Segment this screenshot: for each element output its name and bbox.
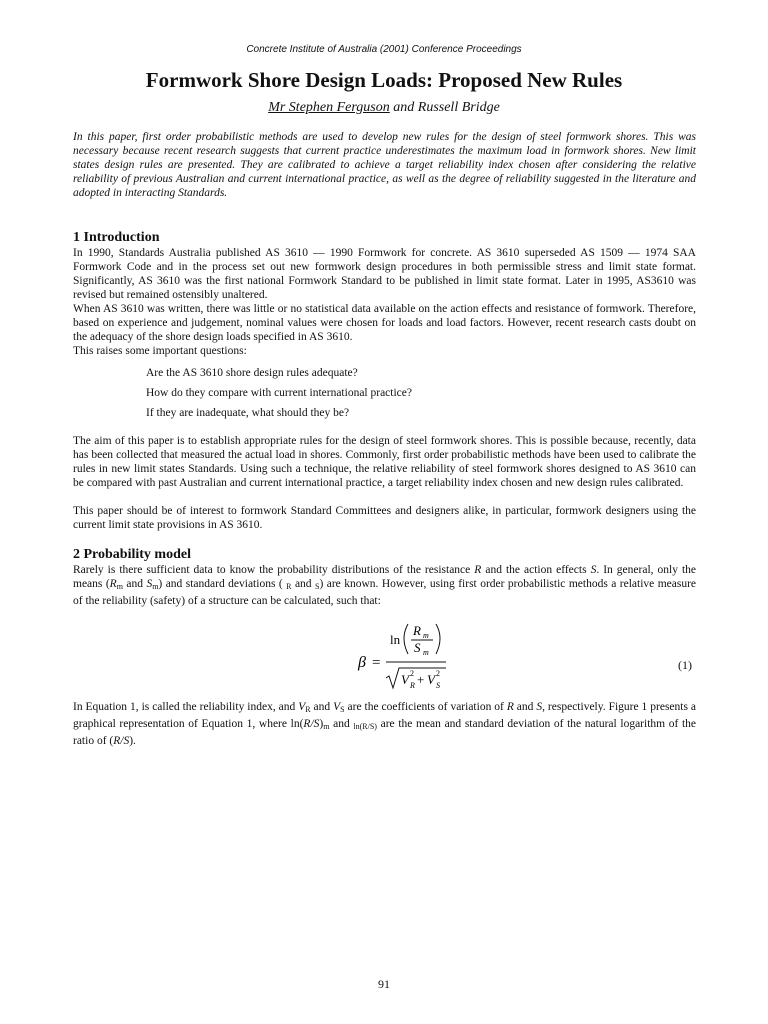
running-head: Concrete Institute of Australia (2001) Conference Proceedings — [246, 44, 522, 55]
section-heading-probability-model: 2 Probability model — [73, 547, 191, 562]
author-rest: and Russell Bridge — [393, 100, 500, 115]
author-presenting: Mr Stephen Ferguson — [268, 100, 390, 115]
intro-paragraph-4: The aim of this paper is to establish appropriate rules for the design of steel formwork shores. This is possible because, recently, data has been collected that measured the actual load in shores. Commonly, first order probabilistic methods have been used to calibrate the rules in new limit states Standards. Using such a technique, the relative reliability of steel formwork shores designed to AS 3610 can be compared with past Australian and current international practice, a target reliability index chosen and new design rules calibrated. — [73, 435, 696, 489]
intro-paragraph-2: When AS 3610 was written, there was little or no statistical data available on the action effects and resistance of formwork. Therefore, based on experience and judgement, nominal values were chosen for loads and load factors. However, recent research casts doubt on the adequacy of the shore design loads specified in AS 3610. — [73, 303, 696, 343]
abstract: In this paper, first order probabilistic methods are used to develop new rules for the design of steel formwork shores. This was necessary because recent research suggests that current practice underestimates the maximum load in formwork shores. New limit states design rules are presented. They are calibrated to achieve a target reliability index chosen after considering the relative reliability of previous Australian and current international practice, as well as the degree of reliability suggested in the literature and adopted in interacting Standards. — [73, 131, 696, 199]
probability-paragraph-1: Rarely is there sufficient data to know the probability distributions of the resistance R and the action effects S. In general, only the means ($R_m$ and $S_m$) and standard deviations ( $_R$ and $_S$) are known. However, using first order probabilistic methods a relative measure of the reliability (safety) of a structure can be calculated, such that: — [73, 564, 697, 607]
equation-numerator-R: R — [413, 623, 421, 638]
equation-V-R: V — [401, 672, 409, 687]
intro-paragraph-5: This paper should be of interest to formwork Standard Committees and designers alike, in particular, formwork designers using the current limit state provisions in AS 3610. — [73, 505, 696, 531]
paper-title: Formwork Shore Design Loads: Proposed New Rules — [145, 68, 623, 92]
authors — [0, 99, 768, 117]
equation-V-S: V — [427, 672, 435, 687]
question-item: How do they compare with current international practice? — [146, 387, 412, 399]
equation-left-paren — [404, 624, 408, 654]
equation-V-S-sup: 2 — [436, 669, 440, 678]
page-number: 91 — [378, 977, 390, 991]
equation-denominator-sub-m: m — [423, 648, 429, 657]
intro-paragraph-1: In 1990, Standards Australia published AS 3610 — 1990 Formwork for concrete. AS 3610 superseded AS 1509 — 1974 SAA Formwork Code and in the process set out new formwork design procedures in both permissible stress and limit state format. Significantly, AS 3610 was the first national Formwork Standard to be published in limit state format. Later in 1995, AS3610 was revised but remained ostensibly unaltered. — [73, 247, 696, 301]
equation-denominator-S: S — [414, 640, 421, 655]
probability-paragraph-2: In Equation 1, is called the reliability index, and $V_R$ and $V_S$ are the coefficients of variation of R and S, respectively. Figure 1 presents a graphical representation of Equation 1, where $\ln(R/S)_m$ and $_{ln(R/S)}$ are the mean and standard deviation of the natural logarithm of the ratio of (R/S). — [73, 701, 697, 747]
equation-V-R-sub: R — [410, 681, 415, 690]
question-item: If they are inadequate, what should they be? — [146, 407, 350, 419]
equation-equals: = — [372, 655, 381, 671]
equation-numerator-sub-m: m — [423, 631, 429, 640]
equation-1 — [350, 618, 460, 698]
intro-paragraph-3: This raises some important questions: — [73, 345, 247, 357]
equation-ln: ln — [390, 632, 401, 647]
equation-number: (1) — [678, 658, 692, 672]
equation-V-S-sub: S — [436, 681, 440, 690]
equation-plus: + — [417, 672, 425, 687]
equation-right-paren — [436, 624, 440, 654]
equation-V-R-sup: 2 — [410, 669, 414, 678]
section-heading-introduction: 1 Introduction — [73, 230, 160, 245]
equation-beta: β — [358, 654, 366, 671]
question-item: Are the AS 3610 shore design rules adequate? — [146, 367, 358, 379]
